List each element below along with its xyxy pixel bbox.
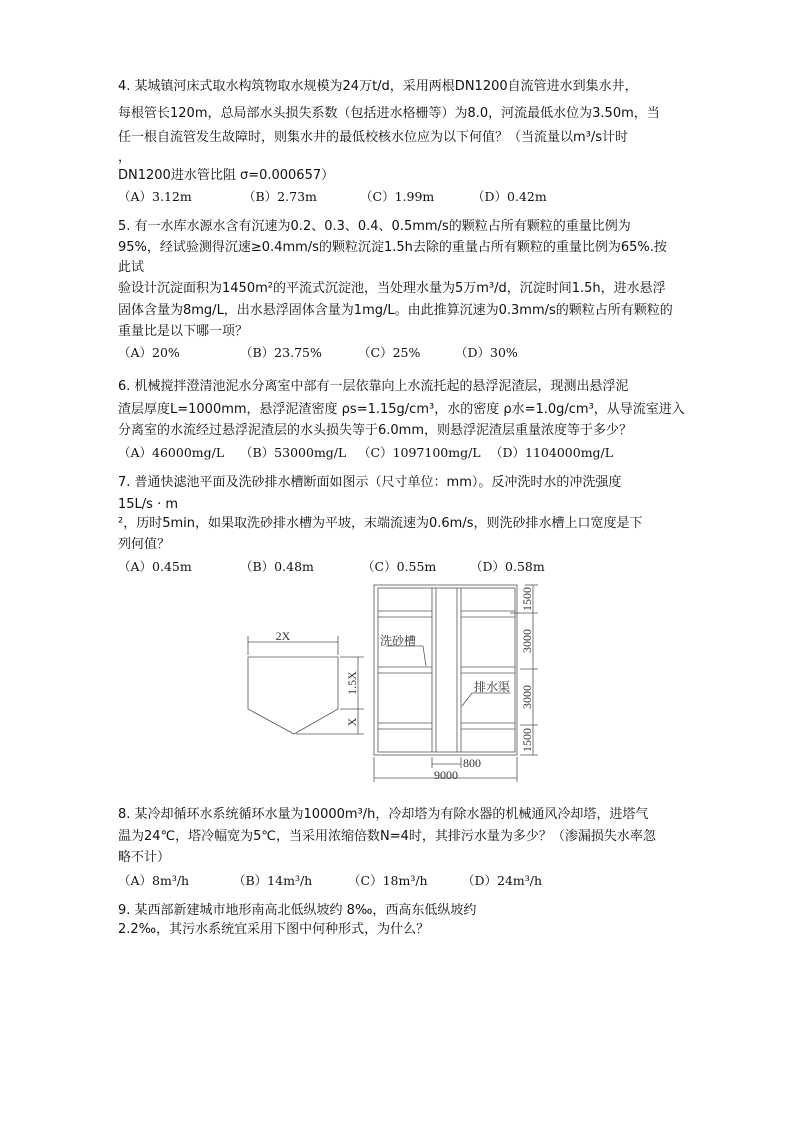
filter-plan <box>374 585 538 782</box>
dim-lower-label: X <box>345 717 359 727</box>
trough-section <box>248 629 364 734</box>
option-b: （B）2.73m <box>243 189 317 204</box>
option-a: （A）3.12m <box>118 189 192 204</box>
question-text-line: 9. 某西部新建城市地形南高北低纵坡约 8‰，西高东低纵坡约 <box>118 903 477 918</box>
option-d: （D）24m³/h <box>462 873 543 888</box>
option-c: （C）18m³/h <box>348 873 428 888</box>
dim-right-label: 3000 <box>520 629 534 653</box>
question-text-line: 每根管长120m，总局部水头损失系数（包括进水格栅等）为8.0，河流最低水位为3.50m，当 <box>118 106 660 121</box>
option-a: （A）8m³/h <box>118 873 190 888</box>
dim-right-label: 1500 <box>520 587 534 611</box>
question-text-line: 重量比是以下哪一项？ <box>118 324 249 339</box>
dim-channel-label: 800 <box>463 756 481 770</box>
question-text-line: 任一根自流管发生故障时，则集水井的最低校核水位应为以下何值？（当流量以m³/s计时 <box>118 130 629 145</box>
question-text-line: 8. 某冷却循环水系统循环水量为10000m³/h，冷却塔为有除水器的机械通风冷却塔，进塔气 <box>118 807 649 822</box>
question-text-line: 分离室的水流经过悬浮泥渣层的水头损失等于6.0mm，则悬浮泥渣层重量浓度等于多少？ <box>118 423 633 438</box>
option-b: （B）23.75% <box>240 345 322 360</box>
option-d: （D）0.42m <box>472 189 547 204</box>
option-a: （A）20% <box>118 345 180 360</box>
question-text-line: 略不计） <box>118 850 171 865</box>
option-c: （C）0.55m <box>362 559 437 574</box>
question-text-line: 渣层厚度L=1000mm，悬浮泥渣密度 ρs=1.15g/cm³，水的密度 ρ水=1.0g/cm³，从导流室进入 <box>118 402 685 417</box>
option-d: （D）0.58m <box>470 559 545 574</box>
option-d: （D）30% <box>455 345 518 360</box>
question-text-line: 7. 普通快滤池平面及洗砂排水槽断面如图示（尺寸单位：mm）。反冲洗时水的冲洗强度 <box>118 475 622 490</box>
question-text-line: 验设计沉淀面积为1450m²的平流式沉淀池，当处理水量为5万m³/d，沉淀时间1.5h，进水悬浮 <box>118 281 666 296</box>
label-drain-channel: 排水渠 <box>474 680 511 694</box>
option-b: （B）0.48m <box>240 559 314 574</box>
question-text-line: 6. 机械搅拌澄清池泥水分离室中部有一层依靠向上水流托起的悬浮泥渣层，现测出悬浮泥 <box>118 379 629 394</box>
question-text-line: ， <box>118 150 132 165</box>
option-c: （C）25% <box>358 345 421 360</box>
dim-width-label: 2X <box>275 629 291 643</box>
option-c: （C）1097100mg/L <box>358 445 481 460</box>
question-text-line: 15L/s · m <box>118 497 178 512</box>
option-b: （B）53000mg/L <box>240 445 347 460</box>
question-text-line: 温为24℃，塔冷幅宽为5℃，当采用浓缩倍数N=4时，其排污水量为多少？（渗漏损失水率忽 <box>118 829 656 844</box>
option-d: （D）1104000mg/L <box>490 445 614 460</box>
question-text-line: 列何值？ <box>118 537 171 552</box>
question-text-line: 95%，经试验测得沉速≥0.4mm/s的颗粒沉淀1.5h去除的重量占所有颗粒的重量比例为65%.按 <box>118 240 667 255</box>
question-text-line: 固体含量为8mg/L，出水悬浮固体含量为1mg/L。由此推算沉速为0.3mm/s的颗粒占所有颗粒的 <box>118 303 673 318</box>
option-c: （C）1.99m <box>360 189 435 204</box>
dim-right-label: 3000 <box>520 685 534 709</box>
question-text-line: 此试 <box>118 260 145 275</box>
option-a: （A）0.45m <box>118 559 192 574</box>
question-text-line: 2.2‰，其污水系统宜采用下图中何种形式，为什么？ <box>118 922 430 937</box>
question-text-line: ²，历时5min，如果取洗砂排水槽为平坡，末端流速为0.6m/s，则洗砂排水槽上口宽度是下 <box>118 516 643 531</box>
dim-upper-label: 1.5X <box>345 671 359 695</box>
option-a: （A）46000mg/L <box>118 445 225 460</box>
question-text-line: 5. 有一水库水源水含有沉速为0.2、0.3、0.4、0.5mm/s的颗粒占所有颗粒的重量比例为 <box>118 219 631 234</box>
question-text-line: 4. 某城镇河床式取水构筑物取水规模为24万t/d，采用两根DN1200自流管进水到集水井， <box>118 79 638 94</box>
dim-right-label: 1500 <box>520 728 534 752</box>
label-sand-trough: 洗砂槽 <box>380 634 417 648</box>
question-text-line: DN1200进水管比阻 σ=0.000657） <box>118 168 335 183</box>
option-b: （B）14m³/h <box>233 873 313 888</box>
dim-total-label: 9000 <box>434 768 458 782</box>
